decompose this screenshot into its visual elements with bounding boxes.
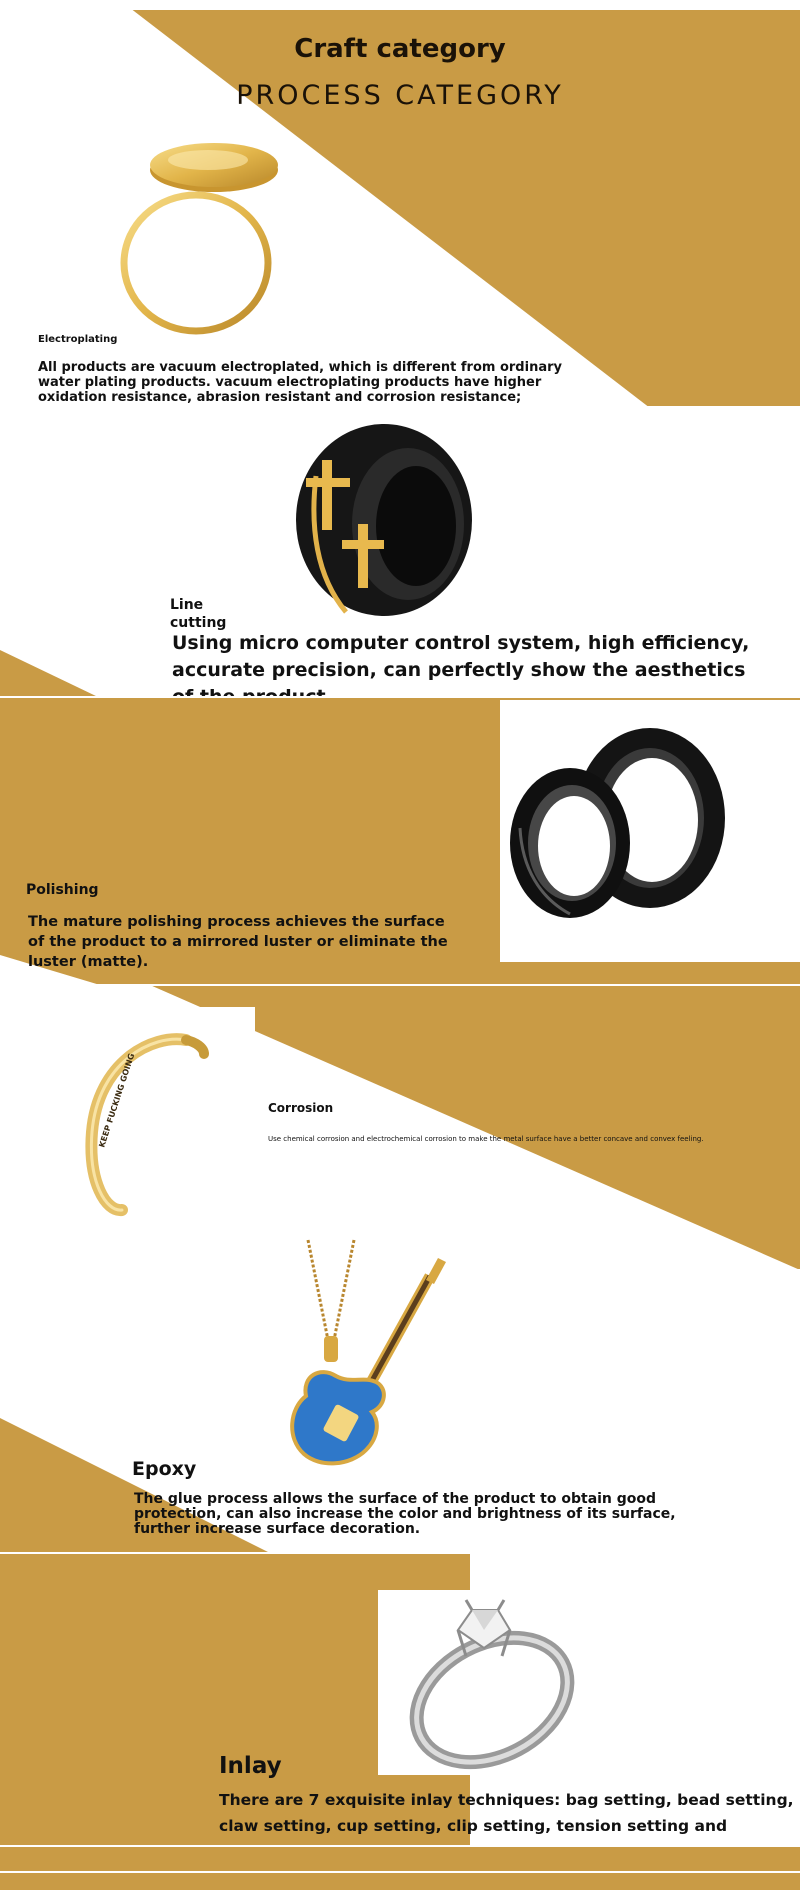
electroplating-title: Electroplating (38, 334, 118, 345)
line-cutting-description: Using micro computer control system, high efficiency, accurate precision, can perfectly show the aesthetics (172, 632, 750, 681)
polishing-title: Polishing (26, 882, 99, 898)
black-cross-ring-image (286, 416, 476, 622)
epoxy-description: The glue process allows the surface of the product to obtain good protection, can also increase the color and brightness of its surface, further increase surface decoration. (134, 1491, 676, 1537)
section-rule-1 (0, 406, 800, 408)
inlay-description: There are 7 exquisite inlay techniques: bag setting, bead setting, claw setting, cup setting, clip setting, tension setting and (219, 1791, 794, 1835)
section-rule-5 (0, 1552, 800, 1554)
corrosion-title: Corrosion (268, 1101, 334, 1115)
gold-cuff-bracelet-image (82, 1022, 212, 1222)
guitar-pendant-image (280, 1236, 450, 1482)
footer-band (0, 1845, 800, 1890)
electroplating-description: All products are vacuum electroplated, which is different from ordinary water plating products. vacuum electroplating products have higher oxidation resistance, abrasion resistant and corrosion resistance; (38, 360, 562, 405)
solitaire-ring-image (400, 1590, 590, 1770)
inlay-title: Inlay (219, 1753, 282, 1779)
corrosion-description: Use chemical corrosion and electrochemical corrosion to make the metal surface have a better concave and convex feeling. (268, 1135, 704, 1143)
page-subtitle: PROCESS CATEGORY (236, 80, 564, 111)
polishing-description: The mature polishing process achieves the surface of the product to a mirrored luster or eliminate the luster (matte). (28, 914, 448, 970)
page-title: Craft category (294, 34, 506, 64)
black-band-rings-image (500, 718, 740, 928)
section-rule-2 (0, 696, 800, 698)
top-rule (0, 8, 800, 10)
bracelet-engraving: KEEP FUCKING GOING (97, 1052, 137, 1149)
epoxy-title: Epoxy (132, 1458, 197, 1480)
gold-signet-ring-image (108, 138, 288, 338)
section-rule-3 (0, 984, 800, 986)
line-cutting-title: Line cutting (170, 597, 227, 631)
